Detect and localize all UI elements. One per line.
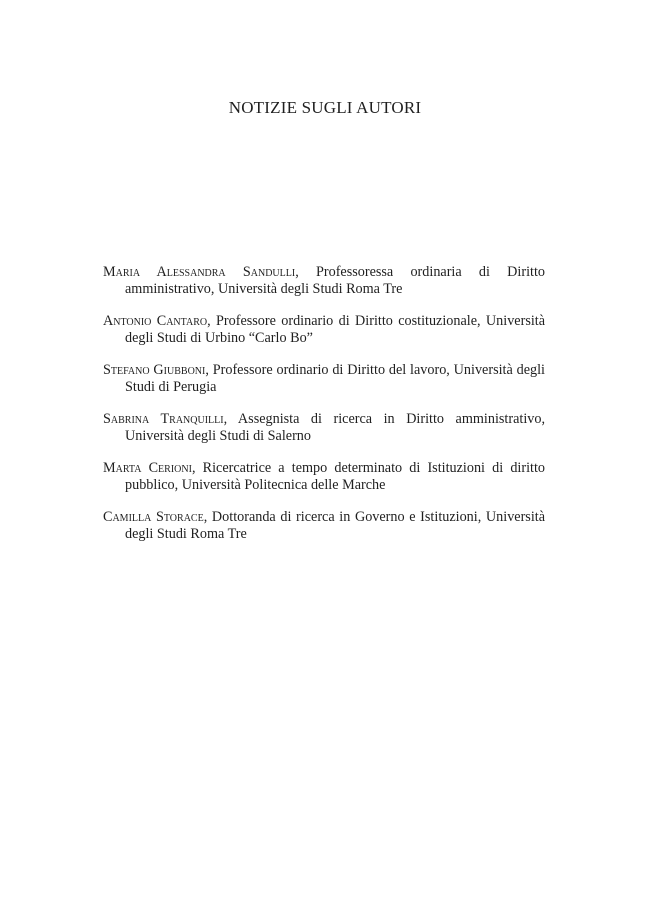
author-entry: Stefano Giubboni, Professore ordinario di Diritto del lavoro, Università degli Studi di Perugia	[103, 362, 545, 395]
author-description: Professore ordinario di Diritto costituzionale, Università degli Studi di Urbino “Carlo Bo”	[125, 313, 546, 346]
author-name: Camilla Storace	[103, 509, 204, 525]
author-name: Sabrina Tranquilli	[103, 411, 224, 427]
author-name: Antonio Cantaro	[103, 313, 208, 329]
author-description: Assegnista di ricerca in Diritto amministrativo, Università degli Studi di Salerno	[125, 411, 546, 444]
author-entry: Antonio Cantaro, Professore ordinario di Diritto costituzionale, Università degli Studi di Urbino “Carlo Bo”	[103, 313, 546, 346]
author-entry: Marta Cerioni, Ricercatrice a tempo determinato di Istituzioni di diritto pubblico, Università Politecnica delle Marche	[103, 460, 546, 493]
author-entry: Camilla Storace, Dottoranda di ricerca in Governo e Istituzioni, Università degli Studi Roma Tre	[103, 509, 546, 542]
author-list	[103, 264, 545, 558]
author-entry: Maria Alessandra Sandulli, Professoressa ordinaria di Diritto amministrativo, Università degli Studi Roma Tre	[103, 264, 545, 297]
author-entry: Sabrina Tranquilli, Assegnista di ricerca in Diritto amministrativo, Università degli Studi di Salerno	[103, 411, 546, 444]
author-description: Professore ordinario di Diritto del lavoro, Università degli Studi di Perugia	[125, 362, 545, 395]
author-description: Professoressa ordinaria di Diritto amministrativo, Università degli Studi Roma Tre	[125, 264, 545, 297]
author-name: Stefano Giubboni	[103, 362, 206, 378]
author-description: Dottoranda di ricerca in Governo e Istituzioni, Università degli Studi Roma Tre	[125, 509, 546, 542]
author-name: Maria Alessandra Sandulli	[103, 264, 296, 280]
page-title: NOTIZIE SUGLI AUTORI	[228, 98, 422, 117]
author-description: Ricercatrice a tempo determinato di Istituzioni di diritto pubblico, Università Politecnica delle Marche	[125, 460, 546, 493]
author-name: Marta Cerioni	[103, 460, 192, 476]
